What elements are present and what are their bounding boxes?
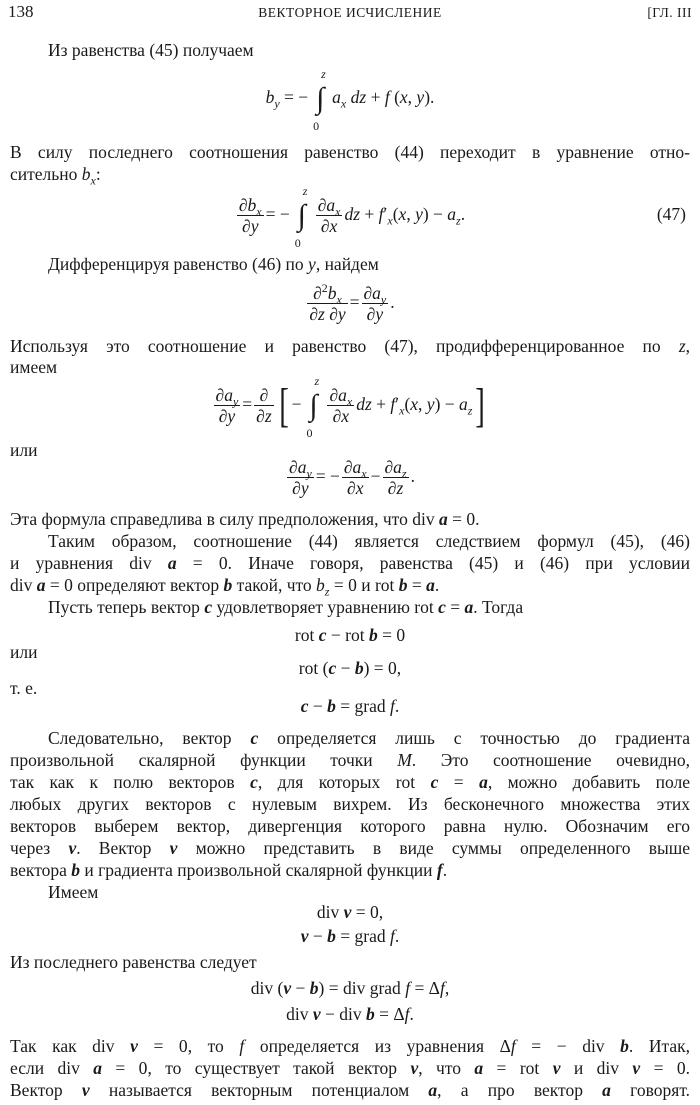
equation-47: $\frac{\partial b_x}{\partial y}$ = − ∫ z 0 $\frac{\partial a_x}{\partial x}$ dz + $f'_x(x$, $y) - a_z$. (47) [238, 183, 686, 250]
paragraph-line: Из равенства (45) получаем [48, 40, 254, 60]
paragraph-line: или [10, 642, 38, 662]
paragraph-line: если div a = 0, то существует такой вектор v, что a = rot v и div v = 0. [10, 1058, 691, 1078]
paragraph-line: через v. Вектор v можно представить в виде суммы определенного выше [10, 838, 691, 858]
chapter-label: [ГЛ. III [647, 5, 692, 20]
paragraph-line: и уравнения div a = 0. Иначе говоря, равенства (45) и (46) при условии [10, 553, 691, 573]
paragraph-line: В силу последнего соотношения равенство (44) переходит в уравнение отно- [10, 142, 690, 162]
paragraph-line: Пусть теперь вектор c удовлетворяет уравнению rot c = a. Тогда [48, 597, 524, 617]
paragraph-line: div a = 0 определяют вектор b такой, что $b_z = 0$ и rot b = a. [10, 575, 440, 599]
equation-number: (47) [656, 204, 686, 224]
paragraph-line: произвольной скалярной функции точки M. Это соотношение очевидно, [10, 750, 690, 770]
paragraph-line: Так как div v = 0, то f определяется из уравнения Δf = − div b. Итак, [10, 1036, 690, 1056]
equation-c-minus-b-grad: c − b = grad f. [300, 696, 400, 716]
paragraph-line: сительно $b_x$: [10, 164, 101, 188]
paragraph-line: т. е. [10, 678, 38, 698]
paragraph-line: вектора b и градиента произвольной скалярной функции f. [10, 860, 448, 880]
running-header [8, 0, 692, 24]
paragraph-line: любых других векторов с нулевым вихрем. Из бесконечного множества этих [10, 794, 690, 814]
paragraph-line: Вектор v называется векторным потенциалом a, а про вектор a говорят. [10, 1080, 691, 1100]
equation-mixed-derivative: $\frac{\partial^2b_x}{\partial z \partial y}$ = $\frac{\partial a_y}{\partial y}$ . [309, 281, 395, 325]
paragraph-line: Дифференцируя равенство (46) по y, найдем [48, 254, 379, 274]
paragraph-line: Эта формула справедлива в силу предположения, что div a = 0. [10, 509, 480, 529]
equation-div-v-minus-div-b: div v − div b = Δf. [286, 1004, 414, 1024]
paragraph-line: Следовательно, вектор c определяется лишь с точностью до градиента [48, 728, 690, 748]
paragraph-line: векторов выберем вектор, дивергенция которого равна нулю. Обозначим его [10, 816, 690, 836]
paragraph-line: Из последнего равенства следует [10, 952, 257, 972]
equation-v-minus-b-grad: v − b = grad f. [300, 926, 400, 946]
equation-div-laplace: div (v − b) = div grad f = Δf, [250, 978, 450, 998]
page-number: 138 [8, 2, 34, 21]
paragraph-line: имеем [10, 357, 58, 377]
equation-div-v: div v = 0, [316, 902, 384, 922]
running-title: ВЕКТОРНОЕ ИСЧИСЛЕНИЕ [258, 5, 442, 20]
paragraph-line: Используя это соотношение и равенство (47), продифференцированное по z, [10, 336, 691, 356]
equation-divergence-condition: $\frac{\partial a_y}{\partial y}$ = − $\frac{\partial a_x}{\partial x}$ − $\frac{\partial a_z}{\partial z}$ . [289, 457, 415, 499]
paragraph-line: или [10, 440, 38, 460]
paragraph-line: Таким образом, соотношение (44) является следствием формул (45), (46) [48, 531, 690, 551]
equation-by: $b_y$ = − ∫ z 0 $a_x$ dz + f (x, y). [265, 66, 435, 133]
paragraph-line: Имеем [48, 882, 99, 902]
equation-rot-difference: rot c − rot b = 0 [294, 625, 406, 645]
equation-rot-c-minus-b: rot (c − b) = 0, [298, 658, 402, 678]
equation-day-dy: $\frac{\partial a_y}{\partial y}$ = $\frac{\partial}{\partial z}$ [ − ∫ z 0 $\frac{\partial a_x}{\partial x}$ dz + $f'_x(x$, $y) - a_z$] [215, 373, 486, 440]
paragraph-line: так как к полю векторов c, для которых rot c = a, можно добавить поле [10, 772, 690, 792]
